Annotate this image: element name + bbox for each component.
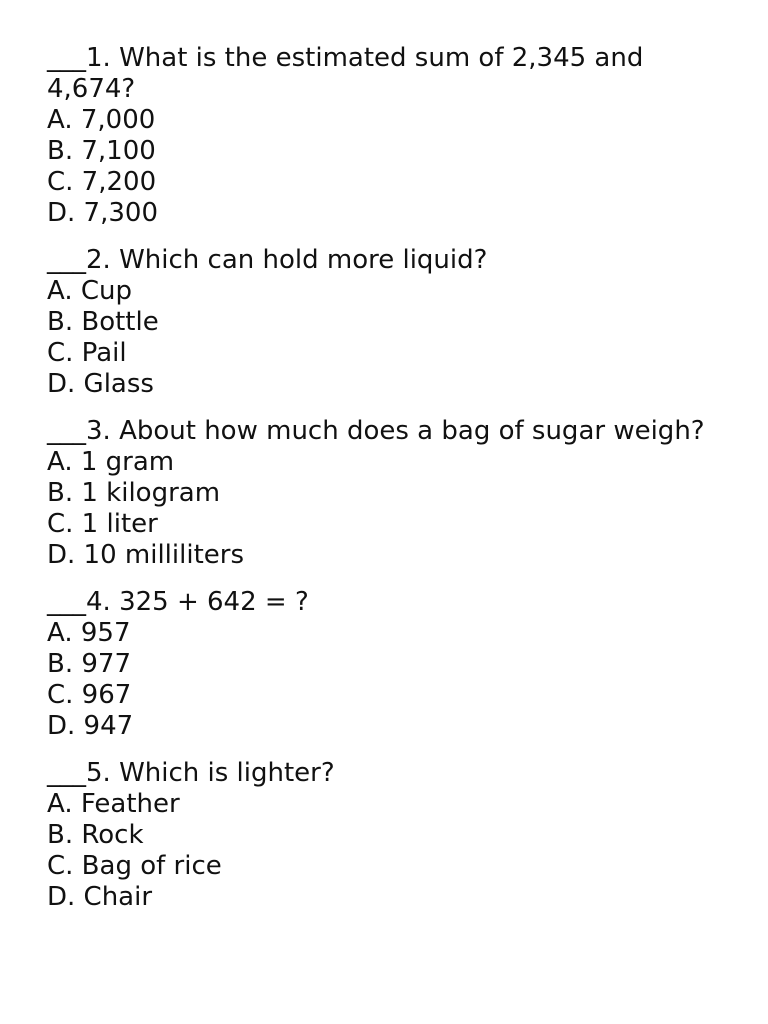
question-prompt: 2. Which can hold more liquid? — [86, 245, 488, 275]
option-c: C. 7,200 — [47, 167, 157, 197]
option-a: A. Cup — [47, 276, 132, 306]
option-d: D. 947 — [47, 711, 134, 741]
question-1 — [47, 43, 728, 229]
option-a: A. Feather — [47, 789, 180, 819]
question-prompt: 5. Which is lighter? — [86, 758, 335, 788]
option-d: D. 7,300 — [47, 198, 158, 228]
option-b: B. 1 kilogram — [47, 478, 221, 508]
question-text — [47, 43, 717, 105]
question-3 — [47, 416, 728, 571]
answer-blank[interactable]: ___ — [47, 587, 86, 617]
question-5 — [47, 758, 728, 913]
option-b: B. Bottle — [47, 307, 159, 337]
question-prompt: 1. What is the estimated sum of 2,345 and 4,674? — [47, 43, 652, 104]
question-4 — [47, 587, 728, 742]
answer-blank[interactable]: ___ — [47, 245, 86, 275]
question-prompt: 3. About how much does a bag of sugar weigh? — [86, 416, 705, 446]
option-b: B. 977 — [47, 649, 131, 679]
option-a: A. 7,000 — [47, 105, 156, 135]
question-text — [47, 758, 717, 789]
answer-blank[interactable]: ___ — [47, 43, 86, 73]
question-text — [47, 587, 717, 618]
option-c: C. 1 liter — [47, 509, 158, 539]
option-c: C. Bag of rice — [47, 851, 222, 881]
question-text — [47, 245, 717, 276]
option-a: A. 957 — [47, 618, 131, 648]
question-text — [47, 416, 717, 447]
option-b: B. 7,100 — [47, 136, 156, 166]
option-c: C. 967 — [47, 680, 132, 710]
option-d: D. Glass — [47, 369, 154, 399]
option-d: D. Chair — [47, 882, 153, 912]
option-d: D. 10 milliliters — [47, 540, 244, 570]
answer-blank[interactable]: ___ — [47, 416, 86, 446]
answer-blank[interactable]: ___ — [47, 758, 86, 788]
option-a: A. 1 gram — [47, 447, 175, 477]
option-b: B. Rock — [47, 820, 144, 850]
question-prompt: 4. 325 + 642 = ? — [86, 587, 309, 617]
option-c: C. Pail — [47, 338, 127, 368]
question-2 — [47, 245, 728, 400]
